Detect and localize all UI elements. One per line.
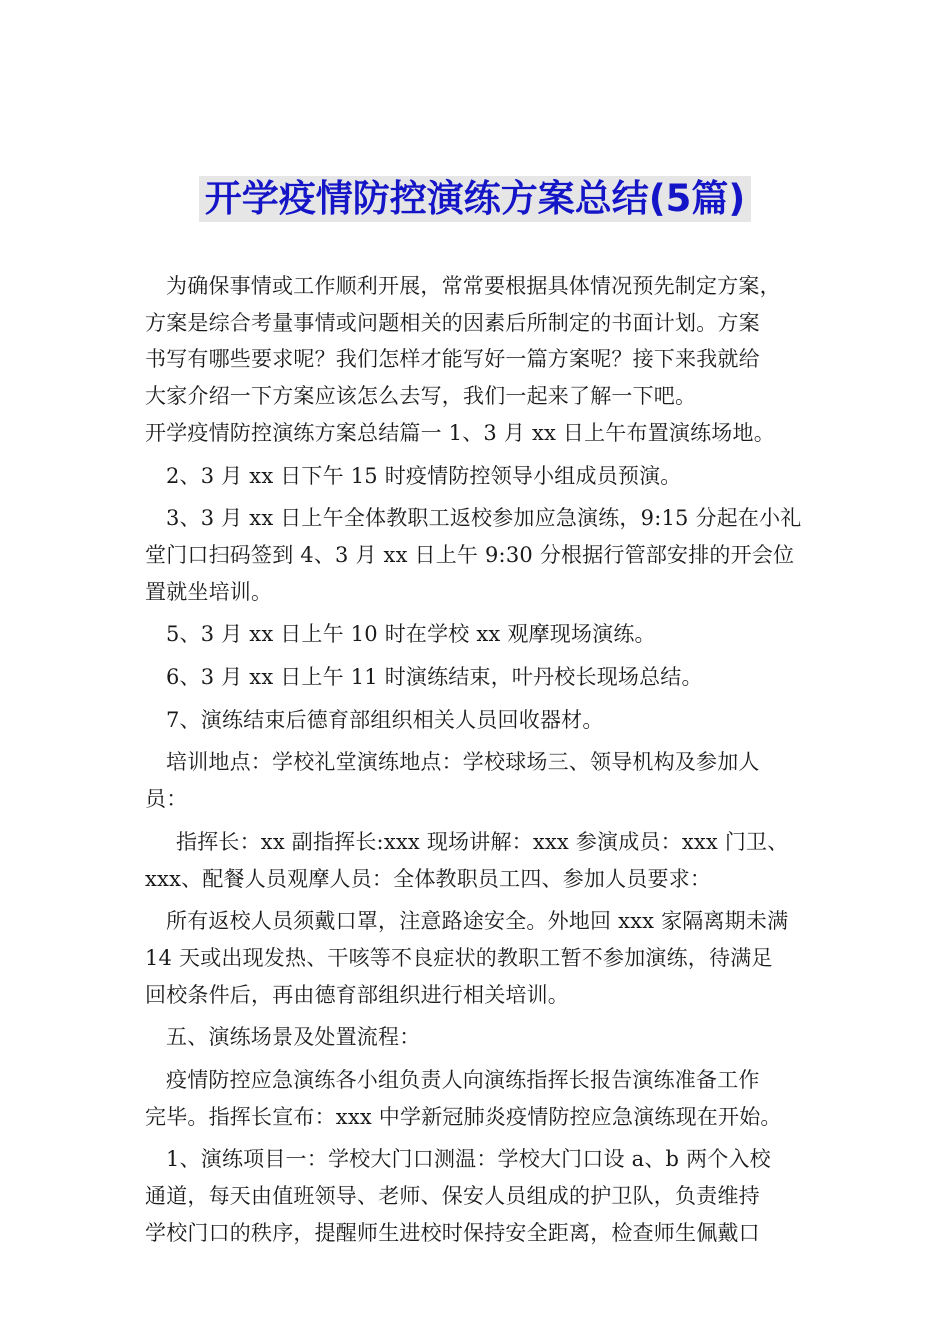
paragraph-line: 培训地点：学校礼堂演练地点：学校球场三、领导机构及参加人 [166,750,760,775]
paragraph-line: 1、演练项目一：学校大门口测温：学校大门口设 a、b 两个入校 [166,1147,771,1172]
paragraph-line: 2、3 月 xx 日下午 15 时疫情防控领导小组成员预演。 [166,463,682,488]
paragraph-line: 指挥长：xx 副指挥长:xxx 现场讲解：xxx 参演成员：xxx 门卫、 [176,829,789,854]
paragraph-line: 开学疫情防控演练方案总结篇一 1、3 月 xx 日上午布置演练场地。 [145,420,775,445]
paragraph-line: 方案是综合考量事情或问题相关的因素后所制定的书面计划。方案 [145,310,760,335]
paragraph-line: 学校门口的秩序，提醒师生进校时保持安全距离，检查师生佩戴口 [145,1220,760,1245]
paragraph-line: 书写有哪些要求呢？我们怎样才能写好一篇方案呢？接下来我就给 [145,347,760,372]
document-title: 开学疫情防控演练方案总结(5篇) [199,176,752,222]
document-body [145,268,815,1252]
paragraph-line: 6、3 月 xx 日上午 11 时演练结束，叶丹校长现场总结。 [166,665,703,690]
paragraph-line: 为确保事情或工作顺利开展，常常要根据具体情况预先制定方案， [166,274,781,298]
paragraph-line: 通道，每天由值班领导、老师、保安人员组成的护卫队，负责维持 [145,1184,760,1209]
paragraph-line: 员： [145,787,188,812]
paragraph-line: 3、3 月 xx 日上午全体教职工返校参加应急演练，9:15 分起在小礼 [166,506,802,531]
paragraph-line: 7、演练结束后德育部组织相关人员回收器材。 [166,707,604,732]
paragraph-line: xxx、配餐人员观摩人员：全体教职员工四、参加人员要求： [145,866,712,891]
paragraph-line: 大家介绍一下方案应该怎么去写，我们一起来了解一下吧。 [145,384,697,409]
paragraph-line: 堂门口扫码签到 4、3 月 xx 日上午 9:30 分根据行管部安排的开会位 [145,542,795,567]
paragraph-line: 五、演练场景及处置流程： [166,1025,421,1050]
paragraph-line: 5、3 月 xx 日上午 10 时在学校 xx 观摩现场演练。 [166,622,656,647]
paragraph-line: 14 天或出现发热、干咳等不良症状的教职工暂不参加演练，待满足 [145,945,773,970]
paragraph-line: 疫情防控应急演练各小组负责人向演练指挥长报告演练准备工作 [166,1068,760,1093]
paragraph-line: 所有返校人员须戴口罩，注意路途安全。外地回 xxx 家隔离期未满 [166,909,789,934]
paragraph-line: 完毕。指挥长宣布：xxx 中学新冠肺炎疫情防控应急演练现在开始。 [145,1104,782,1129]
paragraph-line: 置就坐培训。 [145,579,273,604]
title-container [0,176,950,222]
paragraph-line: 回校条件后，再由德育部组织进行相关培训。 [145,982,569,1007]
